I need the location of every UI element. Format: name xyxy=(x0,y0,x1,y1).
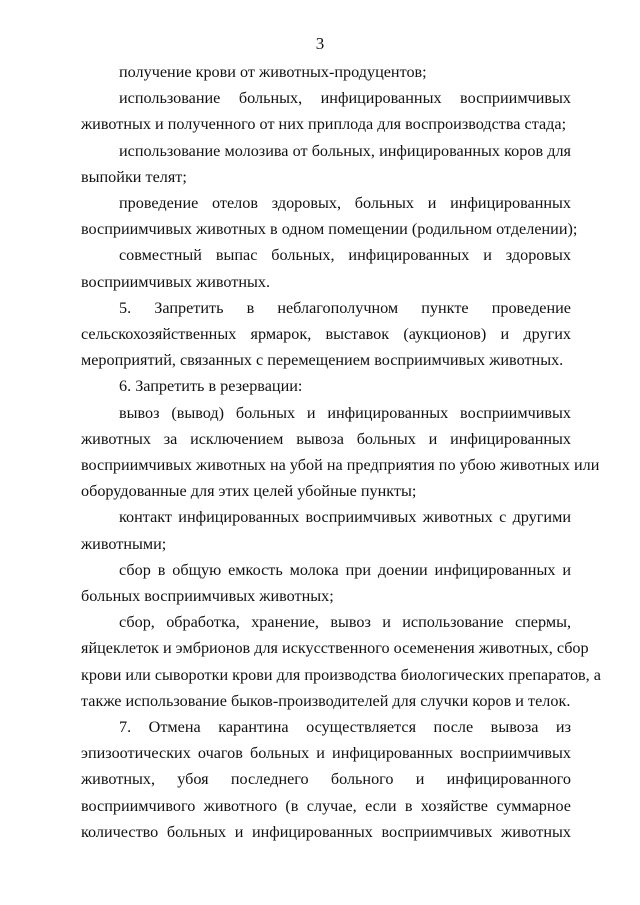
text-line: больных восприимчивых животных; xyxy=(81,587,334,606)
text-line: 6. Запретить в резервации: xyxy=(119,377,303,396)
text-line: вывоз (вывод) больных и инфицированных восприимчивых xyxy=(119,403,571,422)
page-number: 3 xyxy=(315,34,325,53)
text-line: проведение отелов здоровых, больных и инфицированных xyxy=(119,194,571,213)
paragraph xyxy=(81,557,571,609)
text-line: животных, убоя последнего больного и инфицированного xyxy=(81,770,571,789)
text-line: сбор в общую емкость молока при доении инфицированных и xyxy=(119,560,571,579)
text-line: восприимчивых животных на убой на предприятия по убою животных или xyxy=(81,456,600,475)
paragraph xyxy=(81,242,571,294)
text-line: животными; xyxy=(81,534,167,553)
text-line: восприимчивых животных в одном помещении (родильном отделении); xyxy=(81,220,578,239)
paragraph xyxy=(81,504,571,556)
text-line: сбор, обработка, хранение, вывоз и использование спермы, xyxy=(119,613,571,632)
text-line: контакт инфицированных восприимчивых животных с другими xyxy=(119,508,571,527)
document-body xyxy=(81,59,601,845)
text-line: выпойки телят; xyxy=(81,167,187,186)
text-line: восприимчивого животного (в случае, если в хозяйстве суммарное xyxy=(81,796,571,815)
paragraph xyxy=(81,190,578,242)
text-line: оборудованные для этих целей убойные пункты; xyxy=(81,482,417,501)
text-line: количество больных и инфицированных восприимчивых животных xyxy=(81,822,571,841)
text-line: использование больных, инфицированных восприимчивых xyxy=(119,89,571,108)
paragraph xyxy=(81,59,571,85)
paragraph xyxy=(81,400,600,505)
text-line: восприимчивых животных. xyxy=(81,272,271,291)
text-line: сельскохозяйственных ярмарок, выставок (аукционов) и других xyxy=(81,325,571,344)
text-line: также использование быков-производителей для случки коров и телок. xyxy=(81,691,571,710)
text-line: мероприятий, связанных с перемещением восприимчивых животных. xyxy=(81,351,564,370)
paragraph xyxy=(81,714,571,845)
text-line: крови или сыворотки крови для производства биологических препаратов, а xyxy=(81,665,601,684)
paragraph xyxy=(81,295,571,374)
paragraph xyxy=(81,138,571,190)
text-line: получение крови от животных-продуцентов; xyxy=(119,63,427,81)
paragraph xyxy=(81,373,571,399)
text-line: 5. Запретить в неблагополучном пункте проведение xyxy=(119,298,571,317)
paragraph xyxy=(81,85,571,137)
text-line: животных за исключением вывоза больных и инфицированных xyxy=(81,429,571,448)
text-line: использование молозива от больных, инфицированных коров для xyxy=(119,141,571,160)
text-line: 7. Отмена карантина осуществляется после вывоза из xyxy=(119,718,571,737)
text-line: совместный выпас больных, инфицированных и здоровых xyxy=(119,246,571,265)
text-line: яйцеклеток и эмбрионов для искусственного осеменения животных, сбор xyxy=(81,639,589,658)
text-line: эпизоотических очагов больных и инфицированных восприимчивых xyxy=(81,744,571,763)
text-line: животных и полученного от них приплода для воспроизводства стада; xyxy=(81,115,567,134)
paragraph xyxy=(81,609,601,714)
